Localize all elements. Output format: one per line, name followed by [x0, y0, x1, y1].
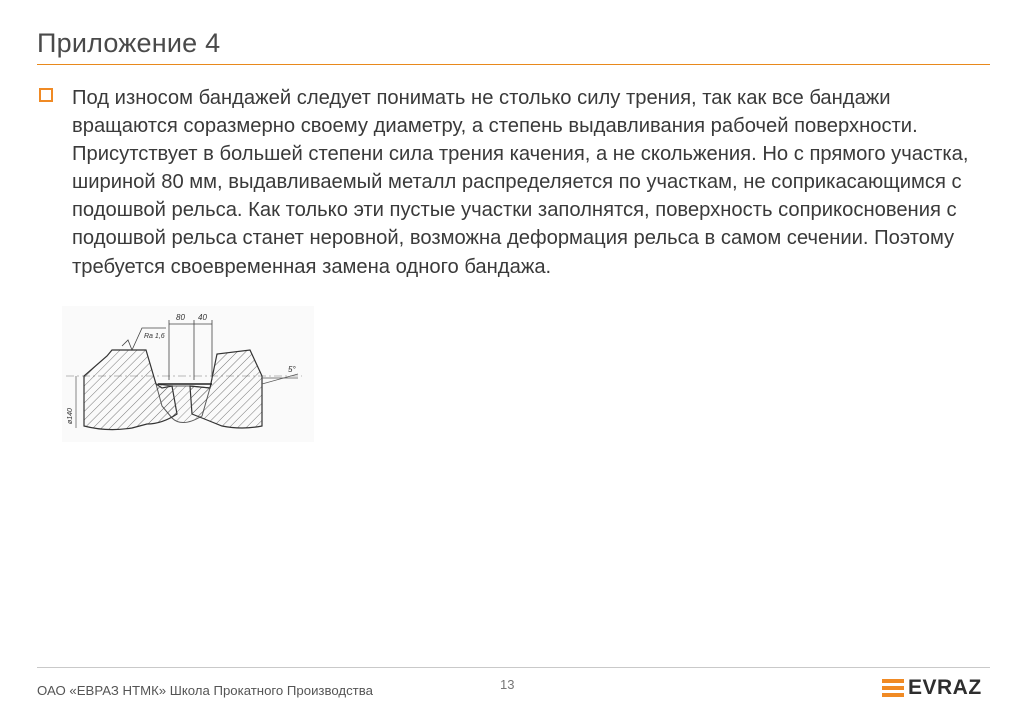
footer-company-name: ОАО «ЕВРАЗ НТМК» Школа Прокатного Производства	[37, 683, 373, 698]
dimension-80: 80	[176, 313, 185, 322]
roll-groove-drawing	[62, 306, 314, 442]
dimension-40: 40	[198, 313, 207, 322]
page-number: 13	[500, 677, 515, 692]
title-divider	[37, 64, 990, 65]
angle-label: 5°	[288, 365, 296, 374]
evraz-logo-text: EVRAZ	[908, 676, 982, 699]
bullet-square-icon	[39, 88, 53, 102]
diameter-label: ø140	[67, 408, 74, 424]
evraz-logo	[882, 677, 982, 699]
slide-title: Приложение 4	[37, 28, 221, 58]
bullet-paragraph: Под износом бандажей следует понимать не столько силу трения, так как все бандажи вращаются соразмерно своему диаметру, а степень выдавливания рабочей поверхности. Присутствует в большей степени сила трения качения, а не скольжения. Но с прямого участка, шириной 80 мм, выдавливаемый металл распределяется по участкам, не соприкасающимся с подошвой рельса. Как только эти пустые участки заполнятся, поверхность соприкосновения с подошвой рельса станет неровной, возможна деформация рельса в самом сечении. Поэтому требуется своевременная замена одного бандажа.	[72, 87, 969, 278]
evraz-logo-icon	[882, 677, 904, 699]
footer-divider	[37, 667, 990, 668]
roughness-label: Ra 1,6	[144, 333, 165, 340]
